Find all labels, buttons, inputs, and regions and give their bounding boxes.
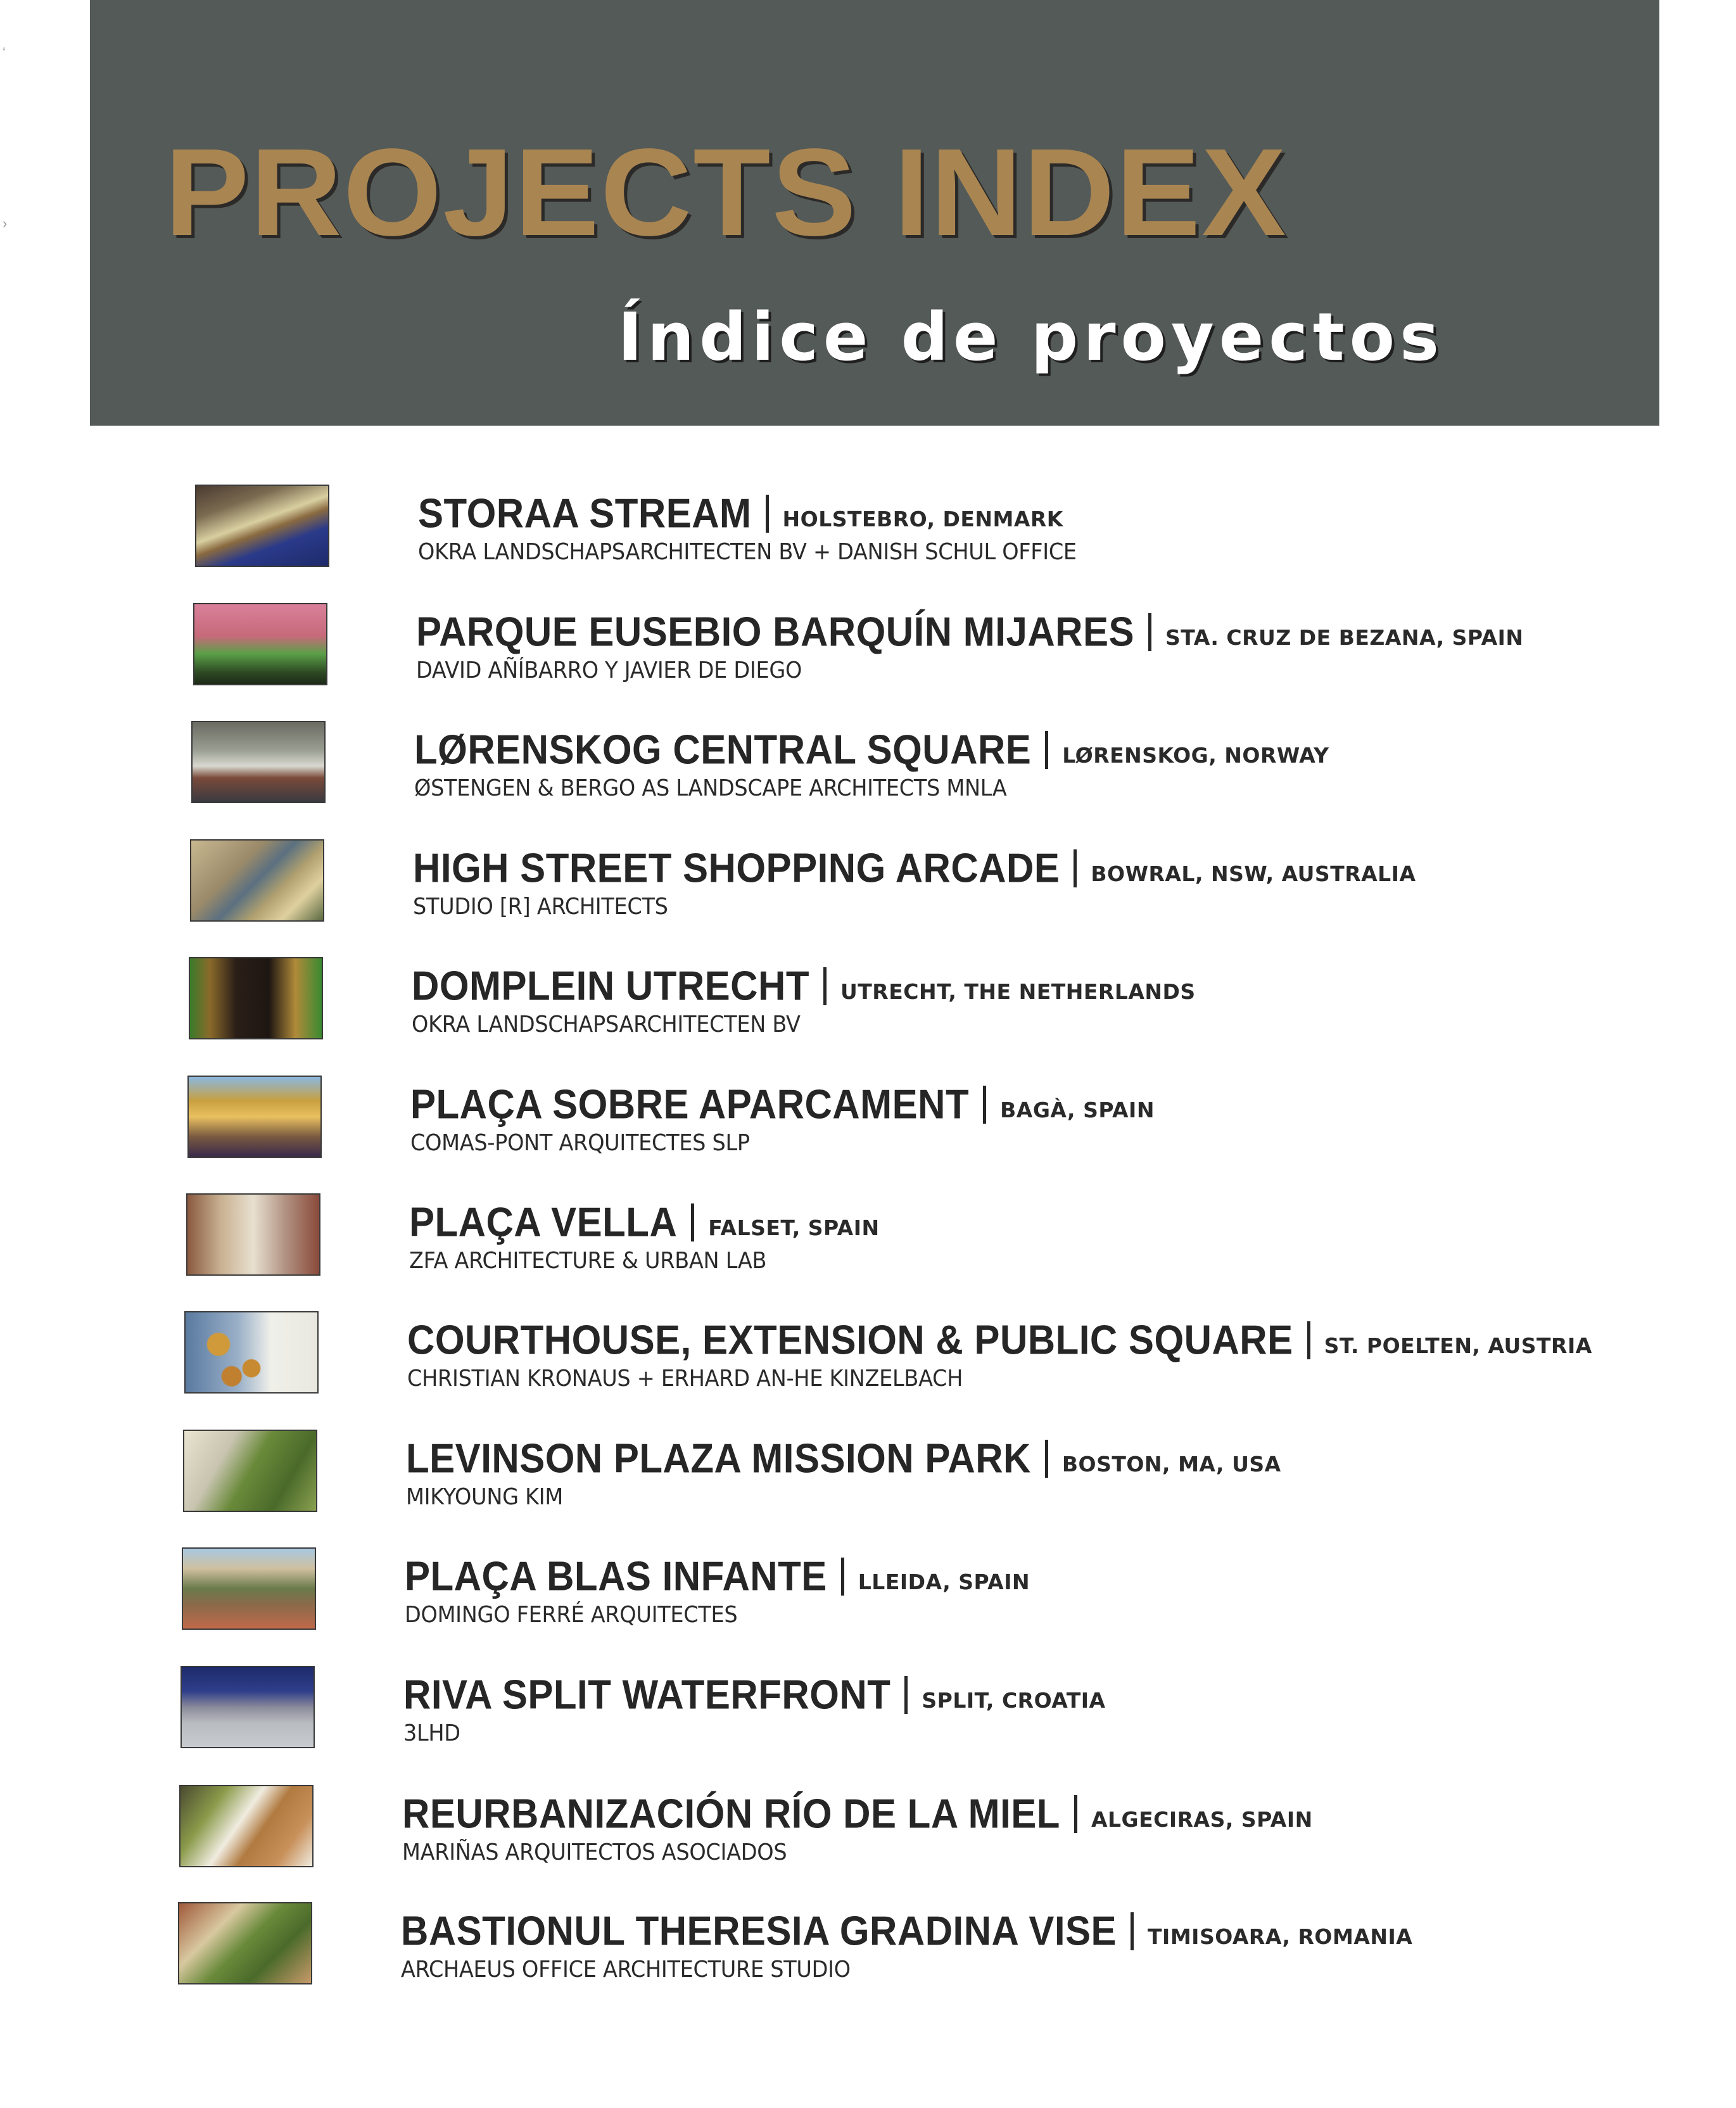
project-name: DOMPLEIN UTRECHT — [412, 963, 809, 1009]
project-name: STORAA STREAM — [418, 490, 752, 537]
project-item[interactable] — [190, 839, 1710, 928]
project-name: LEVINSON PLAZA MISSION PARK — [406, 1435, 1031, 1482]
project-name: REURBANIZACIÓN RÍO DE LA MIEL — [402, 1791, 1060, 1837]
project-thumbnail — [186, 1193, 320, 1276]
project-architect: MIKYOUNG KIM — [406, 1484, 564, 1510]
project-thumbnail — [191, 721, 326, 803]
project-name: PLAÇA BLAS INFANTE — [405, 1553, 827, 1599]
project-location: TIMISOARA, ROMANIA — [1148, 1924, 1413, 1949]
project-item[interactable] — [195, 485, 1715, 573]
project-location: ST. POELTEN, AUSTRIA — [1324, 1333, 1592, 1358]
project-thumbnail — [184, 1311, 319, 1394]
project-item[interactable] — [186, 1193, 1706, 1282]
project-thumbnail — [182, 1547, 316, 1630]
project-thumbnail — [187, 1076, 322, 1158]
project-architect: DOMINGO FERRÉ ARQUITECTES — [405, 1602, 738, 1628]
project-thumbnail — [190, 839, 324, 922]
project-architect: MARIÑAS ARQUITECTOS ASOCIADOS — [402, 1839, 787, 1865]
separator-bar — [1045, 731, 1048, 769]
project-name: RIVA SPLIT WATERFRONT — [403, 1672, 891, 1718]
project-architect: ZFA ARCHITECTURE & URBAN LAB — [409, 1248, 767, 1274]
project-location: LØRENSKOG, NORWAY — [1062, 743, 1329, 768]
project-item[interactable] — [178, 1902, 1698, 1991]
project-item[interactable] — [191, 721, 1711, 810]
project-name: PLAÇA SOBRE APARCAMENT — [410, 1081, 970, 1127]
project-item[interactable] — [187, 1076, 1707, 1164]
project-item[interactable] — [184, 1311, 1704, 1400]
separator-bar — [1131, 1912, 1134, 1950]
separator-bar — [1148, 613, 1151, 651]
project-name: PLAÇA VELLA — [409, 1199, 678, 1245]
project-name: BASTIONUL THERESIA GRADINA VISE — [401, 1908, 1117, 1954]
project-architect: OKRA LANDSCHAPSARCHITECTEN BV — [412, 1012, 801, 1038]
separator-bar — [1074, 1795, 1077, 1833]
separator-bar — [691, 1203, 694, 1241]
separator-bar — [841, 1558, 844, 1596]
project-item[interactable] — [183, 1430, 1703, 1518]
separator-bar — [1307, 1321, 1310, 1359]
project-name: COURTHOUSE, EXTENSION & PUBLIC SQUARE — [407, 1317, 1293, 1363]
project-item[interactable] — [193, 603, 1713, 692]
scan-mark: › — [3, 215, 8, 231]
project-location: FALSET, SPAIN — [708, 1216, 880, 1240]
project-location: BOSTON, MA, USA — [1061, 1452, 1281, 1476]
project-location: UTRECHT, THE NETHERLANDS — [840, 979, 1196, 1004]
project-location: BAGÀ, SPAIN — [1000, 1098, 1155, 1122]
project-name: HIGH STREET SHOPPING ARCADE — [413, 845, 1060, 891]
project-location: BOWRAL, NSW, AUSTRALIA — [1091, 861, 1416, 886]
project-thumbnail — [178, 1902, 312, 1984]
project-thumbnail — [179, 1785, 314, 1867]
project-location: HOLSTEBRO, DENMARK — [782, 507, 1063, 531]
project-name: PARQUE EUSEBIO BARQUÍN MIJARES — [416, 609, 1135, 655]
separator-bar — [766, 495, 769, 533]
project-thumbnail — [183, 1430, 317, 1512]
project-thumbnail — [181, 1666, 315, 1748]
project-architect: ARCHAEUS OFFICE ARCHITECTURE STUDIO — [401, 1957, 851, 1983]
project-name: LØRENSKOG CENTRAL SQUARE — [414, 727, 1032, 773]
project-architect: CHRISTIAN KRONAUS + ERHARD AN-HE KINZELBACH — [407, 1366, 963, 1392]
project-architect: DAVID AÑÍBARRO Y JAVIER DE DIEGO — [416, 657, 802, 683]
separator-bar — [823, 967, 827, 1005]
separator-bar — [904, 1676, 908, 1714]
project-architect: ØSTENGEN & BERGO AS LANDSCAPE ARCHITECTS MNLA — [414, 775, 1007, 801]
header-banner — [90, 0, 1659, 426]
project-item[interactable] — [179, 1785, 1699, 1874]
project-thumbnail — [193, 603, 327, 685]
separator-bar — [1045, 1440, 1048, 1478]
project-item[interactable] — [181, 1666, 1701, 1755]
project-thumbnail — [195, 485, 329, 567]
project-location: LLEIDA, SPAIN — [858, 1570, 1030, 1594]
page-title: PROJECTS INDEX — [165, 123, 1288, 262]
project-location: SPLIT, CROATIA — [922, 1688, 1106, 1713]
scan-mark: ‘ — [3, 44, 6, 60]
project-architect: STUDIO [R] ARCHITECTS — [413, 894, 668, 920]
project-architect: OKRA LANDSCHAPSARCHITECTEN BV + DANISH SCHUL OFFICE — [418, 539, 1077, 565]
separator-bar — [983, 1086, 986, 1124]
project-item[interactable] — [182, 1547, 1702, 1636]
project-location: ALGECIRAS, SPAIN — [1091, 1807, 1313, 1832]
project-architect: COMAS-PONT ARQUITECTES SLP — [410, 1130, 750, 1156]
page-subtitle: Índice de proyectos — [618, 298, 1444, 376]
project-thumbnail — [189, 957, 323, 1039]
separator-bar — [1074, 849, 1077, 887]
project-location: STA. CRUZ DE BEZANA, SPAIN — [1165, 625, 1524, 650]
project-architect: 3LHD — [403, 1720, 460, 1746]
project-item[interactable] — [189, 957, 1709, 1046]
